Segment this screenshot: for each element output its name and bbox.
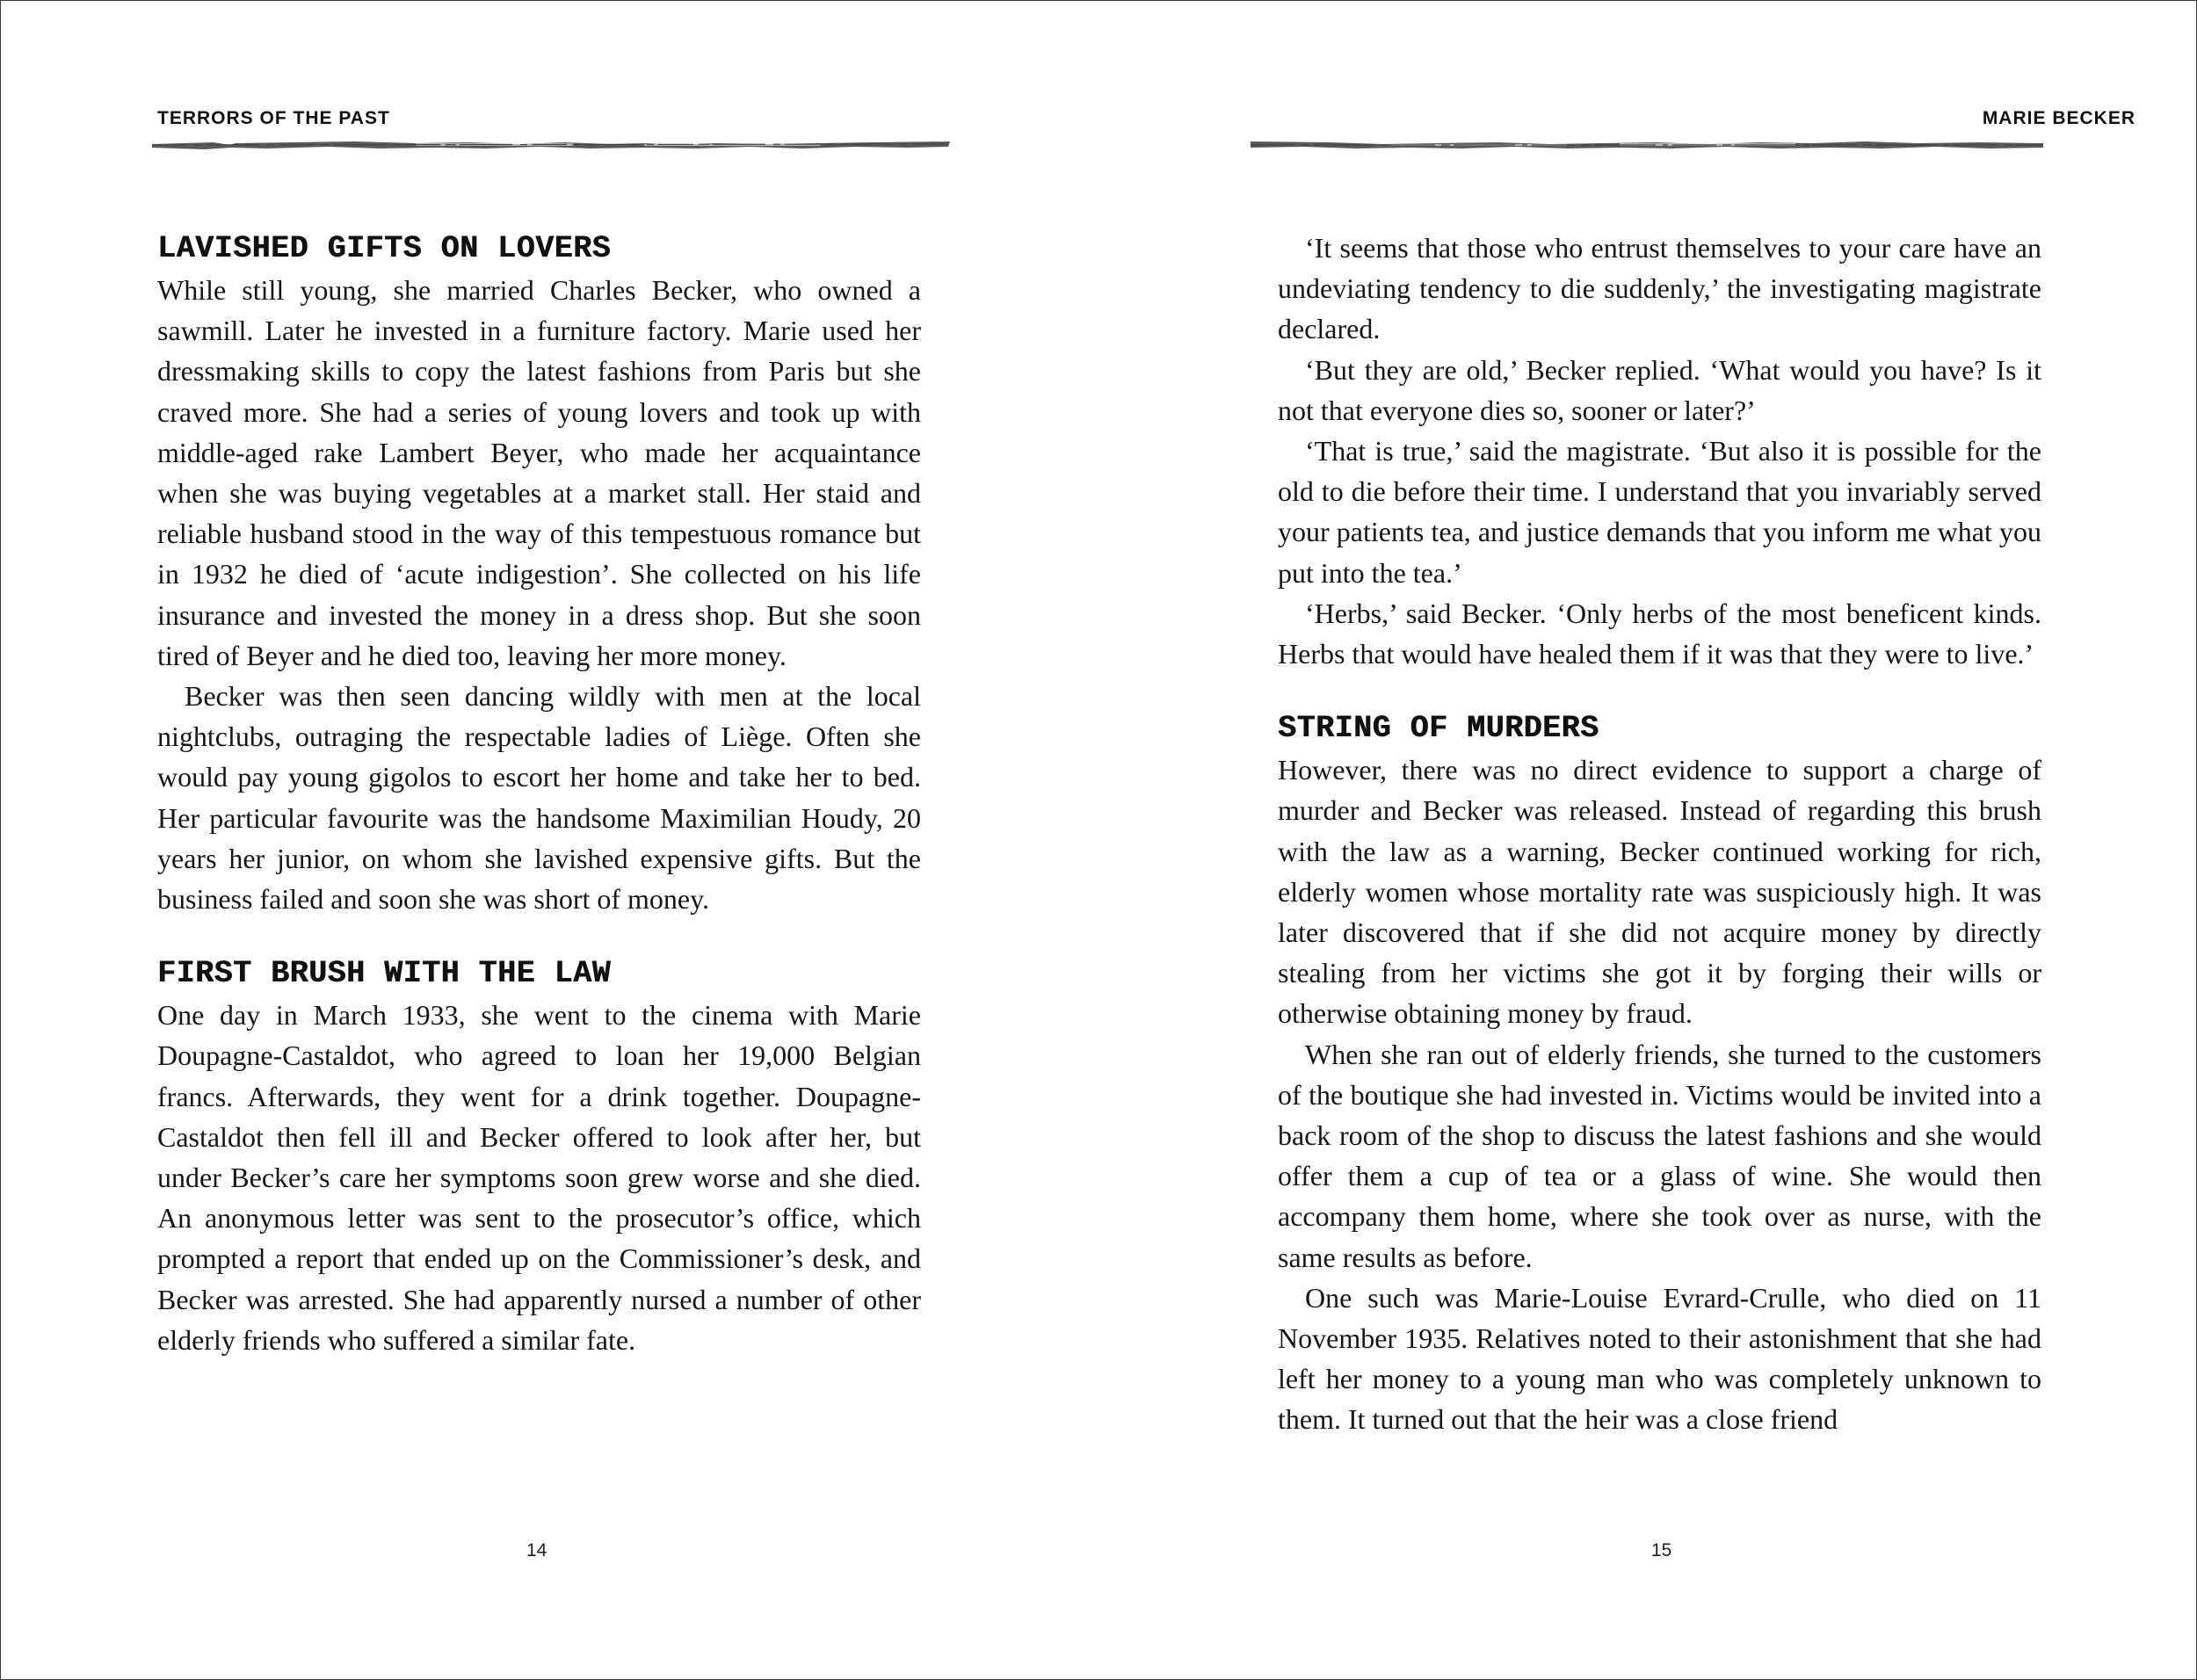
running-head: MARIE BECKER bbox=[1982, 108, 2135, 128]
right-body-text bbox=[1278, 228, 2041, 1440]
paragraph: Becker was then seen dancing wildly with men at the local nightclubs, outraging the respectable ladies of Liège. Often she would pay young gigolos to escort her home and take her to bed. Her particular favourite was the handsome Maximilian Houdy, 20 years her junior, on whom she lavished expensive gifts. But the business failed and soon she was short of money. bbox=[157, 680, 921, 916]
paragraph: ‘But they are old,’ Becker replied. ‘What would you have? Is it not that everyone dies so, sooner or later?’ bbox=[1278, 353, 2041, 426]
paragraph: ‘That is true,’ said the magistrate. ‘But also it is possible for the old to die before their time. I understand that you invariably served your patients tea, and justice demands that you inform me what you put into the tea.’ bbox=[1278, 435, 2041, 589]
paragraph: While still young, she married Charles Becker, who owned a sawmill. Later he invested in a furniture factory. Marie used her dressmaking skills to copy the latest fashions from Paris but she craved more. She had a series of young lovers and took up with middle-aged rake Lambert Beyer, who made her acquaintance when she was buying vegetables at a market stall. Her staid and reliable husband stood in the way of this tempestuous romance but in 1932 he died of ‘acute indigestion’. She collected on his life insurance and invested the money in a dress shop. But she soon tired of Beyer and he died too, leaving her more money. bbox=[157, 274, 921, 671]
header-rule bbox=[1251, 138, 2043, 152]
paragraph: When she ran out of elderly friends, she turned to the customers of the boutique she had invested in. Victims would be invited into a back room of the shop to discuss the latest fashions and she would offer them a cup of tea or a glass of wine. She would then accompany them home, where she took over as nurse, with the same results as before. bbox=[1278, 1038, 2041, 1273]
section-heading: LAVISHED GIFTS ON LOVERS bbox=[157, 231, 612, 266]
header-rule bbox=[152, 138, 950, 152]
paragraph: One day in March 1933, she went to the cinema with Marie Doupagne-Castaldot, who agreed to loan her 19,000 Belgian francs. Afterwards, they went for a drink together. Doupagne-Castaldot then fell ill and Becker offered to look after her, but under Becker’s care her symptoms soon grew worse and she died. An anonymous letter was sent to the prosecutor’s office, which prompted a report that ended up on the Commissioner’s desk, and Becker was arrested. She had apparently nursed a number of other elderly friends who suffered a similar fate. bbox=[157, 999, 921, 1356]
left-page bbox=[1, 1, 1099, 1679]
section-heading: FIRST BRUSH WITH THE LAW bbox=[157, 956, 612, 992]
paragraph: ‘Herbs,’ said Becker. ‘Only herbs of the most beneficent kinds. Herbs that would have healed them if it was that they were to live.’ bbox=[1278, 597, 2041, 670]
page-number: 15 bbox=[1651, 1540, 1672, 1561]
left-body-text bbox=[157, 228, 921, 1360]
running-head: TERRORS OF THE PAST bbox=[157, 108, 390, 128]
paragraph: One such was Marie-Louise Evrard-Crulle, who died on 11 November 1935. Relatives noted to their astonishment that she had left her money to a young man who was completely unknown to them. It turned out that the heir was a close friend bbox=[1278, 1281, 2041, 1436]
right-page bbox=[1099, 1, 2196, 1679]
paragraph: ‘It seems that those who entrust themselves to your care have an undeviating tendency to die suddenly,’ the investigating magistrate declared. bbox=[1278, 232, 2041, 345]
page-number: 14 bbox=[526, 1540, 547, 1561]
section-heading: STRING OF MURDERS bbox=[1278, 711, 1599, 747]
paragraph: However, there was no direct evidence to support a charge of murder and Becker was released. Instead of regarding this brush with the law as a warning, Becker continued working for rich, elderly women whose mortality rate was suspiciously high. It was later discovered that if she did not acquire money by directly stealing from her victims she got it by forging their wills or otherwise obtaining money by fraud. bbox=[1278, 754, 2041, 1030]
